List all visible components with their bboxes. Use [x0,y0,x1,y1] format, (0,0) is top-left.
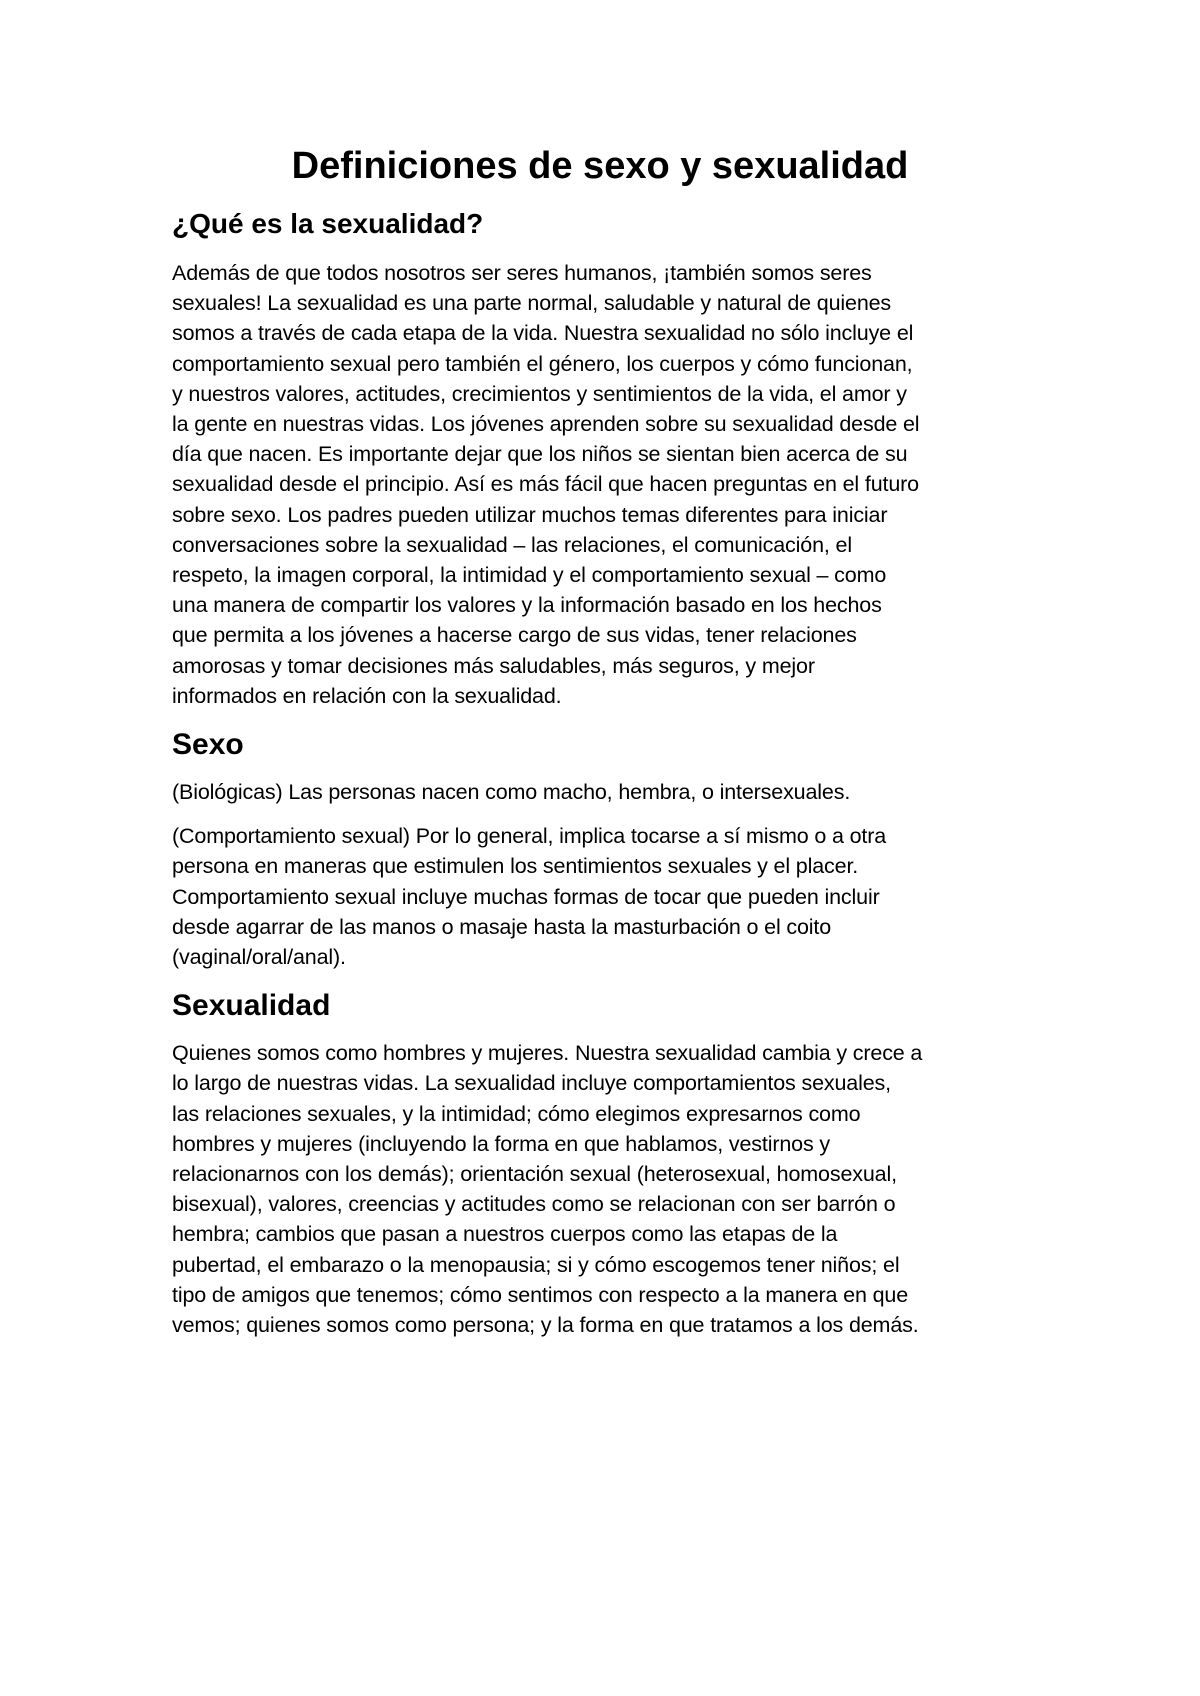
sexo-comportamiento-paragraph [172,821,1042,972]
text-line: Comportamiento sexual incluye muchas formas de tocar que pueden incluir [172,884,880,909]
text-line: una manera de compartir los valores y la información basado en los hechos [172,593,882,618]
text-line: y nuestros valores, actitudes, crecimientos y sentimientos de la vida, el amor y [172,381,907,406]
text-line: hombres y mujeres (incluyendo la forma en que hablamos, vestirnos y [172,1131,830,1156]
text-line: conversaciones sobre la sexualidad – las relaciones, el comunicación, el [172,532,852,557]
document-page [172,140,1042,1354]
text-line: Quienes somos como hombres y mujeres. Nuestra sexualidad cambia y crece a [172,1041,923,1066]
text-line: respeto, la imagen corporal, la intimidad y el comportamiento sexual – como [172,563,887,588]
text-line: (vaginal/oral/anal). [172,945,346,970]
text-line: persona en maneras que estimulen los sentimientos sexuales y el placer. [172,854,859,879]
text-line: desde agarrar de las manos o masaje hasta la masturbación o el coito [172,914,832,939]
text-line: la gente en nuestras vidas. Los jóvenes aprenden sobre su sexualidad desde el [172,412,920,437]
text-line: vemos; quienes somos como persona; y la forma en que tratamos a los demás. [172,1313,919,1338]
text-line: comportamiento sexual pero también el género, los cuerpos y cómo funcionan, [172,351,913,376]
text-line: sobre sexo. Los padres pueden utilizar muchos temas diferentes para iniciar [172,502,888,527]
text-line: tipo de amigos que tenemos; cómo sentimos con respecto a la manera en que [172,1282,909,1307]
text-line: bisexual), valores, creencias y actitudes como se relacionan con ser barrón o [172,1192,896,1217]
document-title: Definiciones de sexo y sexualidad [291,145,909,187]
sexo-biologicas-paragraph [172,777,1042,807]
intro-paragraph [172,258,1042,711]
sexo-heading: Sexo [172,728,244,762]
text-line: (Comportamiento sexual) Por lo general, implica tocarse a sí mismo o a otra [172,824,887,849]
text-line: amorosas y tomar decisiones más saludables, más seguros, y mejor [172,653,815,678]
text-line: informados en relación con la sexualidad. [172,683,562,708]
text-line: sexuales! La sexualidad es una parte normal, saludable y natural de quienes [172,291,892,316]
text-line: lo largo de nuestras vidas. La sexualidad incluye comportamientos sexuales, [172,1071,891,1096]
text-line: que permita a los jóvenes a hacerse cargo de sus vidas, tener relaciones [172,623,857,648]
text-line: relacionarnos con los demás); orientación sexual (heterosexual, homosexual, [172,1162,897,1187]
text-line: somos a través de cada etapa de la vida. Nuestra sexualidad no sólo incluye el [172,321,914,346]
text-line: (Biológicas) Las personas nacen como macho, hembra, o intersexuales. [172,780,851,805]
text-line: las relaciones sexuales, y la intimidad; cómo elegimos expresarnos como [172,1101,861,1126]
intro-heading: ¿Qué es la sexualidad? [172,208,484,239]
sexualidad-heading: Sexualidad [172,989,331,1023]
text-line: día que nacen. Es importante dejar que los niños se sientan bien acerca de su [172,442,908,467]
text-line: Además de que todos nosotros ser seres humanos, ¡también somos seres [172,261,872,285]
text-line: pubertad, el embarazo o la menopausia; si y cómo escogemos tener niños; el [172,1252,900,1277]
text-line: sexualidad desde el principio. Así es más fácil que hacen preguntas en el futuro [172,472,919,497]
text-line: hembra; cambios que pasan a nuestros cuerpos como las etapas de la [172,1222,838,1247]
sexualidad-paragraph [172,1038,1042,1340]
